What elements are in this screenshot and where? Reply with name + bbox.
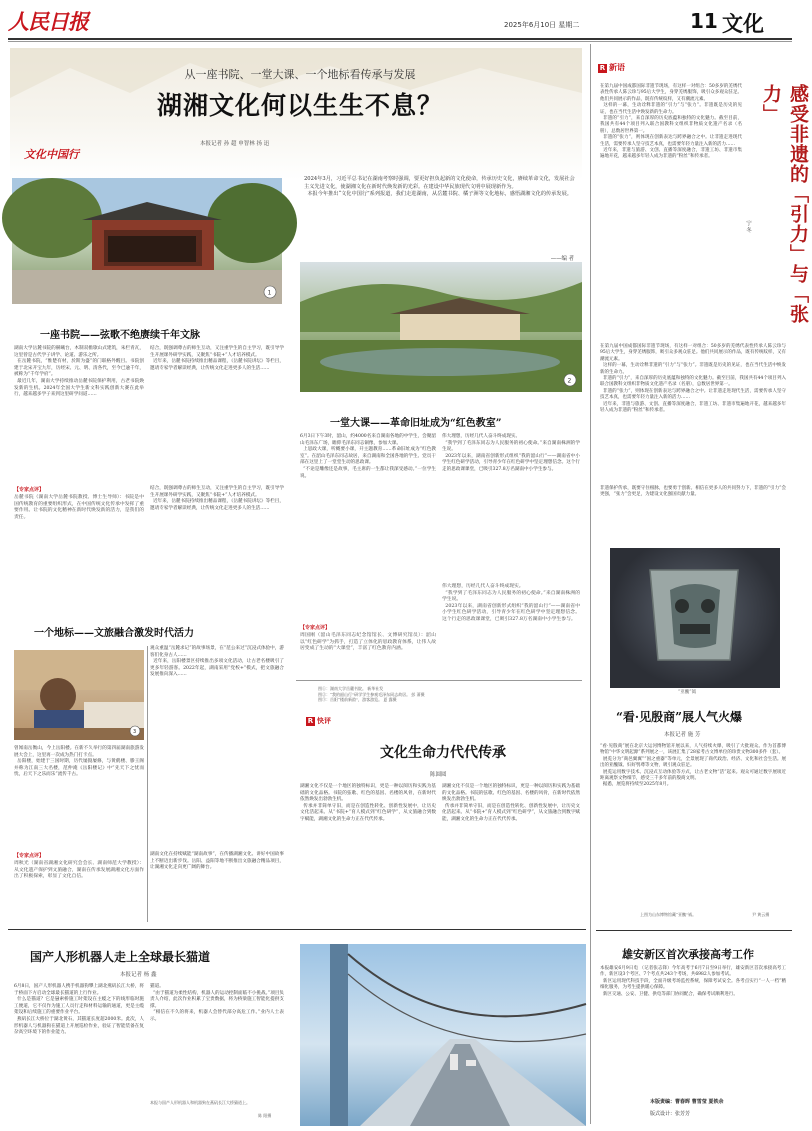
sec3-text-2: 伟大理想，历经几代人奋斗终成现实。 “我学到了毛泽东同志为人民服务的初心使命。”来自湖南株洲的学生说。 2023年以来，湖南省创新形式组织“我的韶山行”——湖南省中小学生红色研学活动，引导青少年在红色研学中坚定理想信念。这个行走的思政课课堂，已吸引327.8万名湖南中小学生参与。 <box>442 434 581 472</box>
intro-sign: ——编 者 <box>550 256 574 262</box>
masthead-rule <box>8 38 792 40</box>
feature-intro: 2024年3月，习近平总书记在湖南考察时强调，要更好担负起新的文化使命，传承历史文化，赓续革命文化，发展社会主义先进文化，使湖湘文化在新时代焕发新的光彩。在建设中华民族现代文明中展现新作为。 本报今年推出“文化中国行”系列报道，我们走进湖南，从岳麓书院、橘子洲等文化地标，感悟湖湘文化的传承发展。 <box>304 176 575 197</box>
robot-text: 6月8日，国产人形机器人携手机器狗攀上湖北燕矶长江大桥，将于桥面下方启动全球最长猫道的上行作业。 什么是猫道？它是悬索桥施工时架设在主缆之下的线形临时施工便道，它不仅作为施工人员行走和材料运输的通道，更是主缆架设和后续施工的重要作业平台。 燕矶长江大桥位于湖北黄石，其猫道长度超2000米。此次，人形机器人与机器狗在猫道上开展巡检作业，验证了智能装备在复杂高空环境下的作业能力。 <box>14 984 144 1036</box>
robot-photo-credit: 陈 阳摄 <box>258 1113 272 1118</box>
xinyu-text-2: 在第九届中国成都国际非遗节现场，有这样一对组合：50多岁的羌绣代表性传承人陈云珍与95后大学生，身穿羌绣服饰，吸引众多观众驻足。他们共同展示的作品，既有传统纹样，又有潮流元素。 这样的一幕，生动诠释非遗的“引力”与“张力”。非遗既是历史的见证，也在当代生活中焕发新的生命力。 非遗的“引力”，来自深厚的历史底蕴和独特的文化魅力。截至目前，我国共有44个项目列入联合国教科文组织非物质文化遗产名录（名册），总数居世界第一。 非遗的“张力”，则体现在创新表达与跨界融合之中。让非遗走进现代生活，需要传承人坚守技艺本真，也需要年轻力量注入新的活力…… 近年来，非遗与旅游、文创、直播等深度融合，非遗工坊、非遗市集遍地开花，越来越多年轻人成为非遗的“粉丝”和传承者。 <box>600 344 786 414</box>
exam-title: 雄安新区首次承接高考工作 <box>622 948 754 961</box>
feature-title: 湖湘文化何以生生不息？ <box>156 91 443 120</box>
shang-credit-photographer: 尹 黄云摄 <box>752 912 770 917</box>
yueyang-illustration <box>14 650 144 740</box>
kuaiping-tag <box>306 716 331 726</box>
kuaiping-tag-label: 快评 <box>317 716 331 725</box>
svg-text:1: 1 <box>267 289 272 297</box>
robot-title: 国产人形机器人走上全球最长猫道 <box>30 950 211 964</box>
newspaper-logo: 人民日报 <box>8 9 88 34</box>
expert3-text: 周国刚（韶山毛泽东同志纪念馆馆长、文博研究馆员）：韶山以“红色研学”为抓手，打造了立体化的思政教育体系，让伟人故居变成了生动的“大课堂”，丰富了红色教育内涵。 <box>300 633 436 652</box>
shang-title: “看·见殷商”展人气火爆 <box>616 710 742 724</box>
kuaiping-tag-mark: R <box>307 717 314 725</box>
expert3-label: 【专家点评】 <box>300 625 331 631</box>
sec2-text-3: 湖南文化在持续赋能“湖南故事”，在传播湖湘文化、讲好中国故事上不断迈出新步伐。岳阳、益阳等地不断推出文旅融合精品项目，让湖湘文化走向更广阔的舞台。 <box>150 852 284 871</box>
sec3-text: 6月3日下午3时，韶山，约4000名来自湖南各地的中学生，会聚韶山毛泽东广场，瞻仰毛泽东同志铜像，参加大课。 上思政大课，听概要小课，开主题教育……革命旧址成为“红色教室”。在韶山毛泽东同志故居，来自湖南和全国各地的学生、党员干部在这里上了一堂堂生动的思政课。 “不论是雕像还是故事，毛主席的一生都让我深受感动。”一位学生说。 <box>300 434 437 479</box>
svg-text:2: 2 <box>567 377 572 385</box>
sec2-text-2: 观众重温“岳麓求记”的故事场景，在“范公来过”沉浸式体验中，游客们化身古人…… 近年来，岳阳楼景区持续推出多项文化活动，让古老名楼吸引了更多年轻游客。2022年起，湖南采用“党校+”模式，把文旅融合发展推向深入…… <box>150 646 284 678</box>
exam-text: 本报雄安6月9日电 （记者张志锋）今年高考于6月7日至9日举行，雄安新区首次承接高考工作，新区设3个考区、7个考点共243个考场，共6982人参加考试。 新区运用现代科技手段，全面升级考场监控系统，保障考试安全。各考点实行“一人一档”精细化服务，为考生提供暖心保障。 新区交通、公安、卫健、供电等部门协同配合，确保考试顺利进行。 <box>600 966 786 997</box>
sec1-text-3: 结合，既强调尊古的师生互动，又注重学生的自主学习，既引导学生开展课外研学实践，又聚焦“书院+”人才培养模式。 近年来，岳麓书院持续推出精品课程，《岳麓书院讲坛》等栏目，邀请专家学者解读经典，让传统文化走进更多人的生活…… <box>150 486 285 511</box>
sec1-title: 一座书院——弦歌不绝赓续千年文脉 <box>40 330 200 341</box>
xinyu-text: 在第九届中国成都国际非遗节现场，有这样一对组合：50多岁的羌绣代表性传承人陈云珍与95后大学生，身穿羌绣服饰，吸引众多观众驻足。他们共同展示的作品，既有传统纹样，又有潮流元素。 这样的一幕，生动诠释非遗的“引力”与“张力”。非遗既是历史的见证，也在当代生活中焕发新的生命力。 非遗的“引力”，来自深厚的历史底蕴和独特的文化魅力。截至目前，我国共有44个项目列入联合国教科文组织非物质文化遗产名录（名册），总数居世界第一。 非遗的“张力”，则体现在创新表达与跨界融合之中。让非遗走进现代生活，需要传承人坚守技艺本真，也需要年轻力量注入新的活力…… 近年来，非遗与旅游、文创、直播等深度融合，非遗工坊、非遗市集遍地开花，越来越多年轻人成为非遗的“粉丝”和传承者。 <box>600 84 742 160</box>
photo-bronze-yue <box>610 548 780 688</box>
photo-yuelu-academy <box>12 178 282 304</box>
artifact-label: “亚醜”钺 <box>678 690 697 695</box>
photo-robot-catwalk <box>300 944 586 1126</box>
expert2-text: 周秋光（湖南省湖湘文化研究会会长、湖南师范大学教授）：从文化遗产保护到文旅融合，湖南在传承发展湖湘文化方面作出了积极探索，彰显了文化自信。 <box>14 861 144 880</box>
robot-top-rule <box>8 929 586 930</box>
section-name: 文化 <box>722 11 764 36</box>
photo-yueyang-tower <box>14 650 144 740</box>
xinyu-tag-label: 新语 <box>609 62 625 72</box>
kuaiping-text-2: 湖湘文化不仅是一个地区的独特标识，更是一种以阅历和实践为基础的文化品格。书院的弦歌、红色的基因、名楼的风骨，在新时代依然焕发出勃勃生机。 传承并非简单守旧，而是在创造性转化、创新性发展中，让历史文化活起来。从“书院+”育人模式到“红色研学”，从文旅融合到数字赋能，湖湘文化的生命力正在代代传承。 <box>442 784 580 822</box>
expert1-text: 岳麓书院（湖南大学岳麓书院教授、博士生导师）：书院是中国传统教育的重要组织形式，在中国传统文化传承中发挥了重要作用。让书院的文化精神在新时代焕发新的活力，是我们的责任。 <box>14 495 144 520</box>
sec2-text: 曾闻南岳衡山，今上岳阳楼。在新不久举行的第四届湖南旅游发展大会上，这里再一次成为热门打卡点。 岳阳楼，始建于三国时期，历代屡毁屡修，与黄鹤楼、滕王阁并称为江南三大名楼，范仲淹《岳阳楼记》中“先天下之忧而忧，后天下之乐而乐”流传千古。 <box>14 746 144 778</box>
credits-rule <box>296 680 582 681</box>
column-tag: 文化中国行 <box>24 148 79 161</box>
kuaiping-byline: 陈圆圆 <box>430 772 447 778</box>
svg-text:3: 3 <box>133 729 137 735</box>
page-number: 11 <box>690 9 718 33</box>
sec3-text-3: 伟大理想，历经几代人奋斗终成现实。 “我学到了毛泽东同志为人民服务的初心使命。”来自湖南株洲的学生说。 2023年以来，湖南省创新形式组织“我的韶山行”——湖南省中小学生红色研学活动，引导青少年在红色研学中坚定理想信念。这个行走的思政课课堂，已吸引327.8万名湖南中小学生参与。 <box>442 584 580 622</box>
xinyu-tag-mark: R <box>599 64 606 72</box>
shang-credit: 上图为山东博物馆藏“亚醜”钺。 <box>640 912 697 917</box>
xinyu-author: 宁 冬 <box>745 220 751 233</box>
academy-illustration <box>12 178 282 304</box>
issue-date: 2025年6月10日 星期二 <box>504 21 580 29</box>
robot-byline: 本报记者 杨 鑫 <box>120 972 157 978</box>
robot-text-2: 猫道。 “由于猫道为柔性结构，机器人的运动控制面临不小挑战。”项目负责人介绍，此次作业积累了宝贵数据，将为桥梁施工智能化提供支撑。 “相信在不久的将来，机器人会替代部分高危工作。”业内人士表示。 <box>150 984 285 1022</box>
sec3-title: 一堂大课——革命旧址成为“红色教室” <box>330 418 502 429</box>
expert1-label: 【专家点评】 <box>14 487 45 493</box>
masthead-rule-thin <box>8 41 792 42</box>
shaoshan-illustration <box>300 262 582 392</box>
sec2-title: 一个地标——文旅融合激发时代活力 <box>34 628 194 639</box>
sec2-column-divider <box>147 646 148 922</box>
xinyu-tag <box>598 62 625 73</box>
right-column-divider <box>590 44 591 1124</box>
sec1-text-2: 结合，既强调尊古的师生互动，又注重学生的自主学习，既引导学生开展课外研学实践，又聚焦“书院+”人才培养模式。 近年来，岳麓书院持续推出精品课程，《岳麓书院讲坛》等栏目，邀请专家学者解读经典，让传统文化走进更多人的生活…… <box>150 346 285 371</box>
page-editors: 本版责编：曹春晖 曹雪莹 夏铁余 <box>650 1099 724 1105</box>
feature-intro-box <box>300 172 582 268</box>
shang-text: “看·见殷商”展在北京大运河博物馆开展以来，人气持续火爆，吸引了大批观众。作为首都博物馆“中华文明起源”系列展之一，该展汇集了28家考古文博单位的珍贵文物300多件（套）。 展览分为“商邑翼翼”“国之重器”等单元，全景展现了商代政治、经济、文化和社会生活。展出的亚醜钺、妇好鸮尊等文物，吸引观众驻足。 展览运用数字技术、沉浸式互动体验等方式，让古老文物“活”起来。观众可通过数字展项近距离观察文物细节，感受三千多年前的殷商文明。 据悉，展览将持续至2025年8月。 <box>600 744 786 788</box>
xinyu-title: 感受非遗的「引力」与「张力」 <box>760 84 809 324</box>
shang-byline: 本报记者 施 芳 <box>664 732 701 738</box>
exam-top-rule <box>596 930 792 931</box>
kuaiping-text: 湖湘文化不仅是一个地区的独特标识，更是一种以阅历和实践为基础的文化品格。书院的弦歌、红色的基因、名楼的风骨，在新时代依然焕发出勃勃生机。 传承并非简单守旧，而是在创造性转化、创新性发展中，让历史文化活起来。从“书院+”育人模式到“红色研学”，从文旅融合到数字赋能，湖湘文化的生命力正在代代传承。 <box>300 784 436 822</box>
photo-shaoshan <box>300 262 582 392</box>
feature-byline: 本报记者 孙 超 申智林 扬 迅 <box>200 141 270 147</box>
kuaiping-title: 文化生命力代代传承 <box>380 745 506 761</box>
bridge-illustration <box>300 944 586 1126</box>
sec1-text: 湖南大学岳麓书院的赫曦台，木制双檐歇山式建筑，朱栏青瓦，这里曾是古代学子讲学、论道、游乐之所。 在岳麓书院，“惟楚有材，於斯为盛”的门联格外醒目。书院创建于北宋开宝九年，历经宋、元、明、清各代，至今已逾千年，被称为“千年学府”。 最近几年，湖南大学持续推动岳麓书院保护利用，古老书院焕发新的生机。2024年全国大学生新文科实践创新大赛在此举行，越来越多学子来到这里研学问道…… <box>14 346 144 398</box>
robot-photo-caption: 本报与国产人形机器人和机器狗在燕矶长江大桥猫道上。 <box>150 1100 250 1105</box>
xinyu-text-3: 非遗保护传承，既要守住根脉，也要勇于创新。相信在更多人的共同努力下，非遗的“引力”会更强，“张力”会更足，为建设文化强国贡献力量。 <box>600 486 786 498</box>
feature-kicker: 从一座书院、一堂大课、一个地标看传承与发展 <box>184 68 416 81</box>
expert2-label: 【专家点评】 <box>14 853 45 859</box>
photo-credits: 图①：湖南大学岳麓书院。 新华社发 图②：“我的韶山行”研学学生参观毛泽东同志故居。 彭 萧摄 图③：岳阳“楼前新韵”，游客游览。 夏 露摄 <box>318 686 425 703</box>
page-designer: 版式设计：张芳芳 <box>650 1111 691 1117</box>
bronze-yue-illustration <box>610 548 780 688</box>
